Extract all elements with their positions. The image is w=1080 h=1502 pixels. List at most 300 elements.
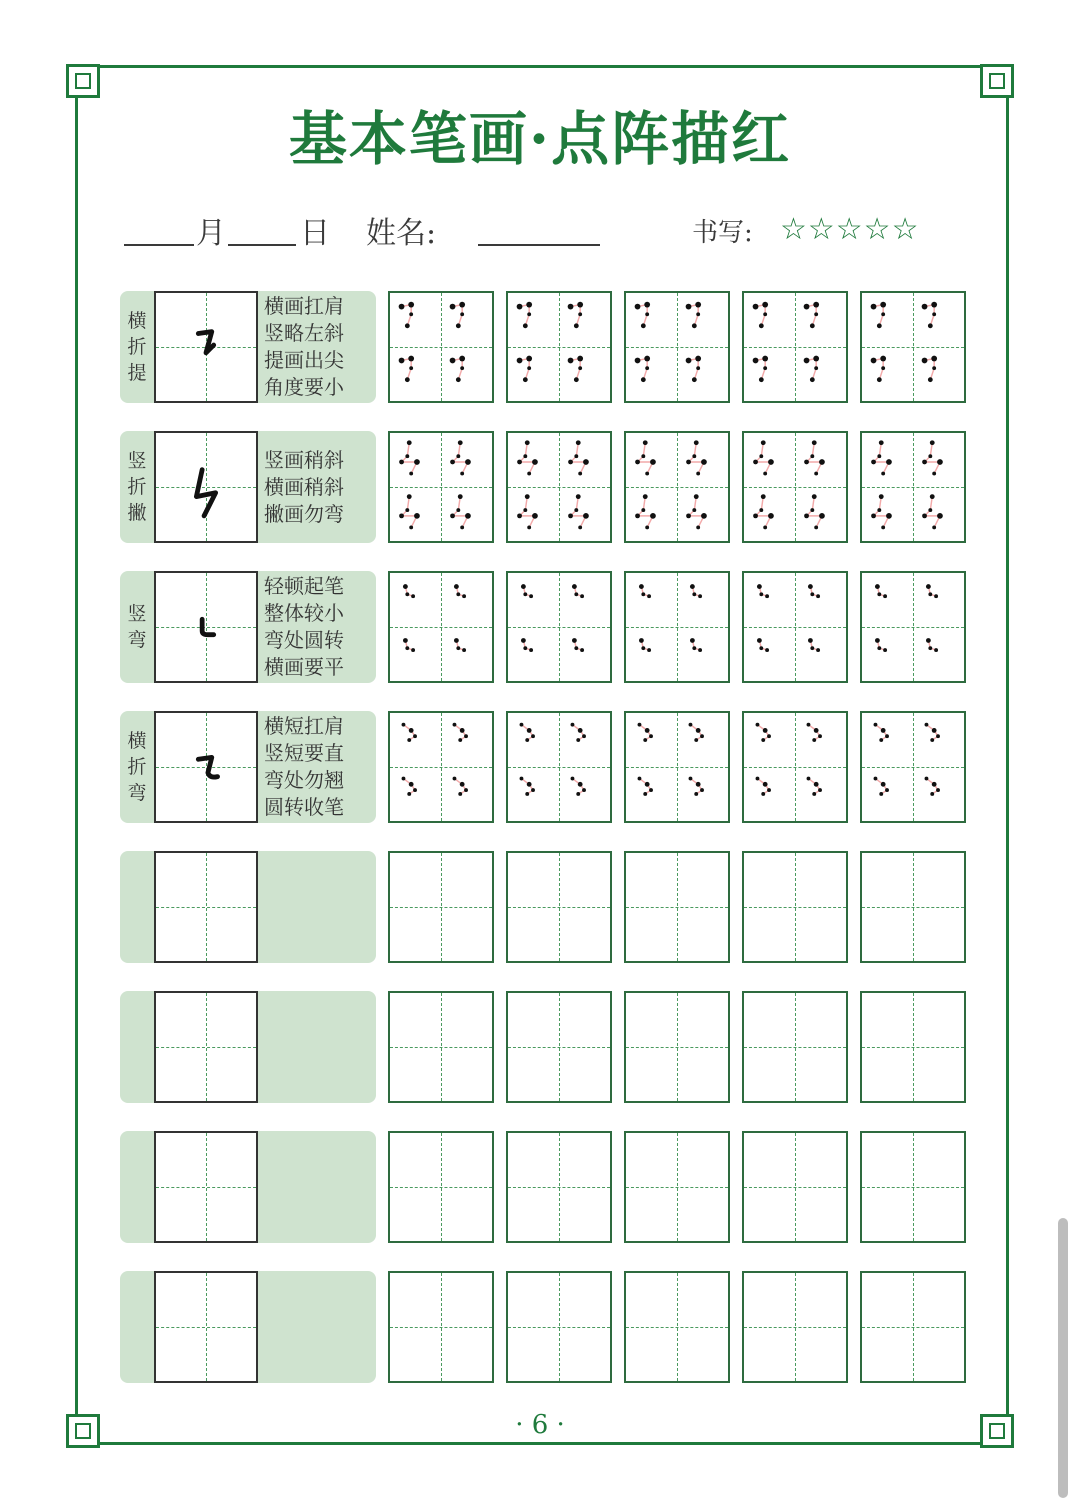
trace-dot [525, 440, 530, 445]
stroke-example-glyph [196, 470, 215, 516]
trace-dot [405, 508, 409, 512]
practice-cell[interactable] [624, 711, 730, 823]
practice-cell[interactable] [388, 291, 494, 403]
trace-dot [408, 302, 414, 308]
trace-dot [456, 454, 460, 458]
trace-dot [532, 513, 538, 519]
trace-dot [456, 646, 460, 650]
trace-dot [527, 312, 531, 316]
trace-dot [641, 377, 646, 382]
stroke-name [120, 1131, 154, 1243]
trace-dot [529, 648, 533, 652]
trace-dot [810, 454, 814, 458]
practice-cell[interactable] [506, 991, 612, 1103]
trace-dot [462, 594, 466, 598]
stroke-example-glyph [202, 619, 214, 634]
trace-dot [696, 728, 701, 733]
practice-cell[interactable] [506, 571, 612, 683]
demo-box[interactable] [154, 1131, 258, 1243]
trace-guide-line [638, 497, 653, 528]
trace-dot [638, 723, 642, 727]
rating-stars[interactable]: ☆☆☆☆☆ [780, 212, 920, 247]
practice-row [120, 571, 965, 683]
trace-dot [936, 788, 940, 792]
practice-cell[interactable] [860, 571, 966, 683]
trace-dot [814, 366, 818, 370]
practice-cell[interactable] [624, 431, 730, 543]
practice-cell[interactable] [624, 1271, 730, 1383]
scrollbar[interactable] [1058, 1218, 1068, 1498]
demo-box[interactable] [154, 851, 258, 963]
trace-dot [756, 777, 760, 781]
trace-guide-line [571, 497, 586, 528]
trace-dot [925, 723, 929, 727]
trace-dot [399, 304, 405, 310]
practice-cell[interactable] [388, 571, 494, 683]
name-blank[interactable] [478, 244, 600, 246]
day-label: 日 [300, 216, 330, 251]
trace-dot [810, 377, 815, 382]
practice-cell[interactable] [388, 991, 494, 1103]
demo-box [154, 711, 258, 823]
trace-dot [694, 738, 698, 742]
trace-dot [804, 304, 810, 310]
trace-dot [875, 638, 880, 643]
trace-dot [759, 646, 763, 650]
trace-dot [686, 304, 692, 310]
practice-cell[interactable] [624, 571, 730, 683]
trace-guide-line [638, 443, 653, 474]
trace-dot [757, 584, 762, 589]
practice-cell[interactable] [624, 1131, 730, 1243]
stroke-tips [264, 447, 374, 528]
trace-dot [638, 777, 642, 781]
trace-dot [583, 513, 589, 519]
trace-guide-line [925, 497, 940, 528]
trace-dot [690, 638, 695, 643]
trace-guide-line [689, 497, 704, 528]
practice-row [120, 991, 965, 1103]
trace-dot [578, 312, 582, 316]
trace-dot [645, 525, 649, 529]
trace-dot [696, 472, 700, 476]
trace-guide-line [571, 443, 586, 474]
trace-dot [819, 459, 825, 465]
stroke-name-char: 提 [127, 362, 147, 384]
trace-dot [578, 472, 582, 476]
trace-dot [525, 792, 529, 796]
trace-dot [568, 460, 573, 465]
trace-guide-line [757, 725, 769, 740]
trace-dot [526, 302, 532, 308]
trace-guide-line [639, 779, 651, 794]
trace-dot [761, 494, 766, 499]
stroke-tips [264, 573, 374, 681]
trace-dot [409, 312, 413, 316]
trace-dot [411, 594, 415, 598]
trace-dot [875, 584, 880, 589]
stroke-name-char: 竖 [127, 450, 147, 472]
tip-line: 横画稍斜 [264, 475, 344, 499]
trace-guide-line [690, 725, 702, 740]
trace-dot [932, 782, 937, 787]
trace-dot [525, 494, 530, 499]
trace-dot [763, 782, 768, 787]
practice-cell[interactable] [742, 291, 848, 403]
trace-dot [578, 525, 582, 529]
trace-dot [399, 358, 405, 364]
trace-dot [465, 513, 471, 519]
demo-box [154, 571, 258, 683]
practice-cell[interactable] [388, 431, 494, 543]
trace-dot [763, 312, 767, 316]
trace-dot [460, 366, 464, 370]
trace-dot [458, 494, 463, 499]
trace-dot [577, 302, 583, 308]
trace-dot [698, 594, 702, 598]
trace-dot [874, 723, 878, 727]
trace-dot [816, 648, 820, 652]
trace-dot [880, 302, 886, 308]
trace-dot [517, 513, 522, 518]
trace-dot [456, 377, 461, 382]
trace-dot [877, 454, 881, 458]
trace-dot [763, 366, 767, 370]
trace-dot [529, 594, 533, 598]
trace-dot [517, 358, 523, 364]
trace-dot [641, 323, 646, 328]
trace-dot [804, 460, 809, 465]
trace-dot [692, 454, 696, 458]
trace-dot [413, 734, 417, 738]
practice-cell[interactable] [742, 571, 848, 683]
trace-dot [934, 648, 938, 652]
trace-dot [814, 782, 819, 787]
stroke-name-char: 弯 [127, 629, 147, 651]
trace-dot [409, 728, 414, 733]
trace-dot [407, 440, 412, 445]
trace-dot [574, 454, 578, 458]
trace-dot [531, 788, 535, 792]
trace-dot [408, 356, 414, 362]
practice-cell[interactable] [388, 1271, 494, 1383]
practice-cell[interactable] [506, 1131, 612, 1243]
trace-dot [701, 513, 707, 519]
trace-dot [812, 738, 816, 742]
trace-dot [409, 472, 413, 476]
trace-dot [871, 304, 877, 310]
trace-guide-line [756, 497, 771, 528]
trace-dot [930, 792, 934, 796]
practice-cell[interactable] [742, 991, 848, 1103]
practice-cell[interactable] [860, 431, 966, 543]
day-blank[interactable] [228, 244, 296, 246]
trace-dot [885, 734, 889, 738]
trace-dot [532, 459, 538, 465]
practice-cell[interactable] [506, 851, 612, 963]
trace-guide-line [521, 725, 533, 740]
trace-guide-line [454, 725, 466, 740]
trace-guide-line [639, 725, 651, 740]
trace-dot [810, 508, 814, 512]
trace-guide-line [875, 779, 887, 794]
trace-dot [643, 494, 648, 499]
trace-dot [527, 525, 531, 529]
trace-dot [812, 792, 816, 796]
practice-cell[interactable] [388, 851, 494, 963]
trace-dot [649, 734, 653, 738]
trace-dot [523, 454, 527, 458]
trace-dot [580, 594, 584, 598]
trace-dot [694, 494, 699, 499]
trace-dot [810, 646, 814, 650]
trace-dot [880, 356, 886, 362]
practice-cell[interactable] [624, 291, 730, 403]
trace-dot [814, 472, 818, 476]
trace-dot [402, 723, 406, 727]
trace-dot [450, 513, 455, 518]
trace-dot [525, 738, 529, 742]
practice-cell[interactable] [388, 1131, 494, 1243]
practice-cell[interactable] [506, 1271, 612, 1383]
trace-dot [639, 584, 644, 589]
trace-dot [582, 788, 586, 792]
trace-dot [405, 454, 409, 458]
trace-dot [926, 584, 931, 589]
trace-dot [930, 738, 934, 742]
trace-dot [922, 513, 927, 518]
trace-dot [459, 302, 465, 308]
stroke-name [120, 291, 154, 403]
trace-dot [643, 792, 647, 796]
tip-line: 弯处勿翘 [264, 768, 344, 792]
trace-dot [753, 513, 758, 518]
trace-dot [568, 304, 574, 310]
trace-dot [934, 594, 938, 598]
trace-dot [881, 472, 885, 476]
practice-cell[interactable] [860, 291, 966, 403]
tip-line: 横画扛肩 [264, 294, 344, 318]
trace-dot [694, 440, 699, 445]
trace-dot [698, 648, 702, 652]
trace-dot [922, 304, 928, 310]
practice-cell[interactable] [742, 851, 848, 963]
trace-dot [763, 472, 767, 476]
practice-cell[interactable] [742, 431, 848, 543]
trace-dot [526, 356, 532, 362]
trace-dot [877, 323, 882, 328]
practice-cell[interactable] [388, 711, 494, 823]
trace-guide-line [690, 779, 702, 794]
trace-dot [531, 734, 535, 738]
trace-dot [761, 792, 765, 796]
trace-dot [686, 460, 691, 465]
trace-dot [879, 440, 884, 445]
trace-dot [407, 494, 412, 499]
tip-line: 弯处圆转 [264, 628, 344, 652]
trace-dot [807, 723, 811, 727]
trace-dot [521, 638, 526, 643]
trace-dot [931, 302, 937, 308]
practice-cell[interactable] [624, 851, 730, 963]
stroke-name-char: 撇 [127, 502, 147, 524]
trace-dot [881, 782, 886, 787]
trace-dot [407, 738, 411, 742]
practice-cell[interactable] [860, 1271, 966, 1383]
trace-guide-line [926, 725, 938, 740]
trace-dot [763, 728, 768, 733]
trace-guide-line [453, 443, 468, 474]
practice-cell[interactable] [742, 711, 848, 823]
stroke-name [120, 851, 154, 963]
stroke-name-char: 弯 [127, 782, 147, 804]
practice-cell[interactable] [860, 1131, 966, 1243]
stroke-example-glyph [198, 757, 217, 777]
trace-dot [574, 377, 579, 382]
trace-dot [523, 646, 527, 650]
demo-box[interactable] [154, 991, 258, 1103]
trace-dot [877, 377, 882, 382]
stroke-name [120, 1271, 154, 1383]
trace-dot [576, 494, 581, 499]
practice-cell[interactable] [860, 991, 966, 1103]
trace-dot [574, 646, 578, 650]
trace-dot [759, 454, 763, 458]
trace-dot [635, 513, 640, 518]
trace-dot [453, 723, 457, 727]
trace-dot [761, 440, 766, 445]
stroke-name-char: 折 [127, 756, 147, 778]
trace-dot [871, 358, 877, 364]
practice-cell[interactable] [860, 851, 966, 963]
trace-dot [649, 788, 653, 792]
trace-dot [527, 472, 531, 476]
trace-dot [759, 592, 763, 596]
trace-dot [886, 459, 892, 465]
trace-dot [399, 460, 404, 465]
trace-dot [757, 638, 762, 643]
trace-dot [922, 358, 928, 364]
trace-dot [881, 312, 885, 316]
trace-dot [643, 440, 648, 445]
practice-cell[interactable] [506, 711, 612, 823]
trace-dot [647, 594, 651, 598]
name-label: 姓名: [366, 216, 437, 251]
trace-dot [527, 366, 531, 370]
trace-dot [812, 440, 817, 445]
stroke-name [120, 991, 154, 1103]
trace-dot [807, 777, 811, 781]
trace-guide-line [874, 443, 889, 474]
month-blank[interactable] [124, 244, 194, 246]
trace-guide-line [808, 779, 820, 794]
demo-box[interactable] [154, 1271, 258, 1383]
practice-cell[interactable] [624, 991, 730, 1103]
trace-dot [635, 460, 640, 465]
trace-dot [527, 782, 532, 787]
practice-cell[interactable] [860, 711, 966, 823]
trace-dot [767, 734, 771, 738]
trace-dot [879, 792, 883, 796]
practice-row [120, 431, 965, 543]
trace-guide-line [402, 497, 417, 528]
tip-line: 横画要平 [264, 655, 344, 679]
practice-cell[interactable] [742, 1131, 848, 1243]
trace-dot [409, 782, 414, 787]
trace-dot [571, 723, 575, 727]
trace-dot [460, 782, 465, 787]
trace-dot [399, 513, 404, 518]
tip-line: 竖短要直 [264, 741, 344, 765]
trace-dot [810, 592, 814, 596]
trace-dot [403, 638, 408, 643]
stroke-tips [264, 713, 374, 821]
trace-dot [414, 459, 420, 465]
trace-dot [577, 356, 583, 362]
trace-dot [405, 323, 410, 328]
trace-dot [871, 460, 876, 465]
trace-dot [644, 356, 650, 362]
tip-line: 角度要小 [264, 375, 344, 399]
practice-row [120, 291, 965, 403]
trace-dot [568, 513, 573, 518]
trace-dot [768, 459, 774, 465]
trace-dot [877, 646, 881, 650]
trace-dot [645, 728, 650, 733]
practice-cell[interactable] [506, 431, 612, 543]
trace-dot [458, 738, 462, 742]
trace-dot [700, 734, 704, 738]
trace-dot [936, 734, 940, 738]
trace-dot [645, 312, 649, 316]
trace-dot [808, 584, 813, 589]
trace-dot [582, 734, 586, 738]
page-title: 基本笔画·点阵描红 [288, 105, 792, 173]
trace-guide-line [453, 497, 468, 528]
trace-dot [928, 646, 932, 650]
trace-dot [814, 312, 818, 316]
trace-dot [818, 788, 822, 792]
trace-dot [413, 788, 417, 792]
trace-dot [928, 323, 933, 328]
trace-guide-line [874, 497, 889, 528]
trace-guide-line [454, 779, 466, 794]
tip-line: 提画出尖 [264, 348, 344, 372]
trace-guide-line [757, 779, 769, 794]
practice-cell[interactable] [742, 1271, 848, 1383]
practice-cell[interactable] [506, 291, 612, 403]
trace-dot [814, 728, 819, 733]
trace-dot [922, 460, 927, 465]
info-row [120, 206, 940, 256]
trace-dot [885, 788, 889, 792]
trace-dot [407, 792, 411, 796]
trace-dot [641, 592, 645, 596]
trace-dot [928, 377, 933, 382]
trace-guide-line [875, 725, 887, 740]
trace-dot [928, 508, 932, 512]
trace-dot [690, 584, 695, 589]
trace-dot [762, 302, 768, 308]
trace-dot [812, 494, 817, 499]
trace-dot [696, 366, 700, 370]
trace-guide-line [572, 725, 584, 740]
trace-dot [456, 508, 460, 512]
trace-dot [409, 525, 413, 529]
trace-dot [804, 513, 809, 518]
tip-line: 整体较小 [264, 601, 344, 625]
demo-box [154, 291, 258, 403]
